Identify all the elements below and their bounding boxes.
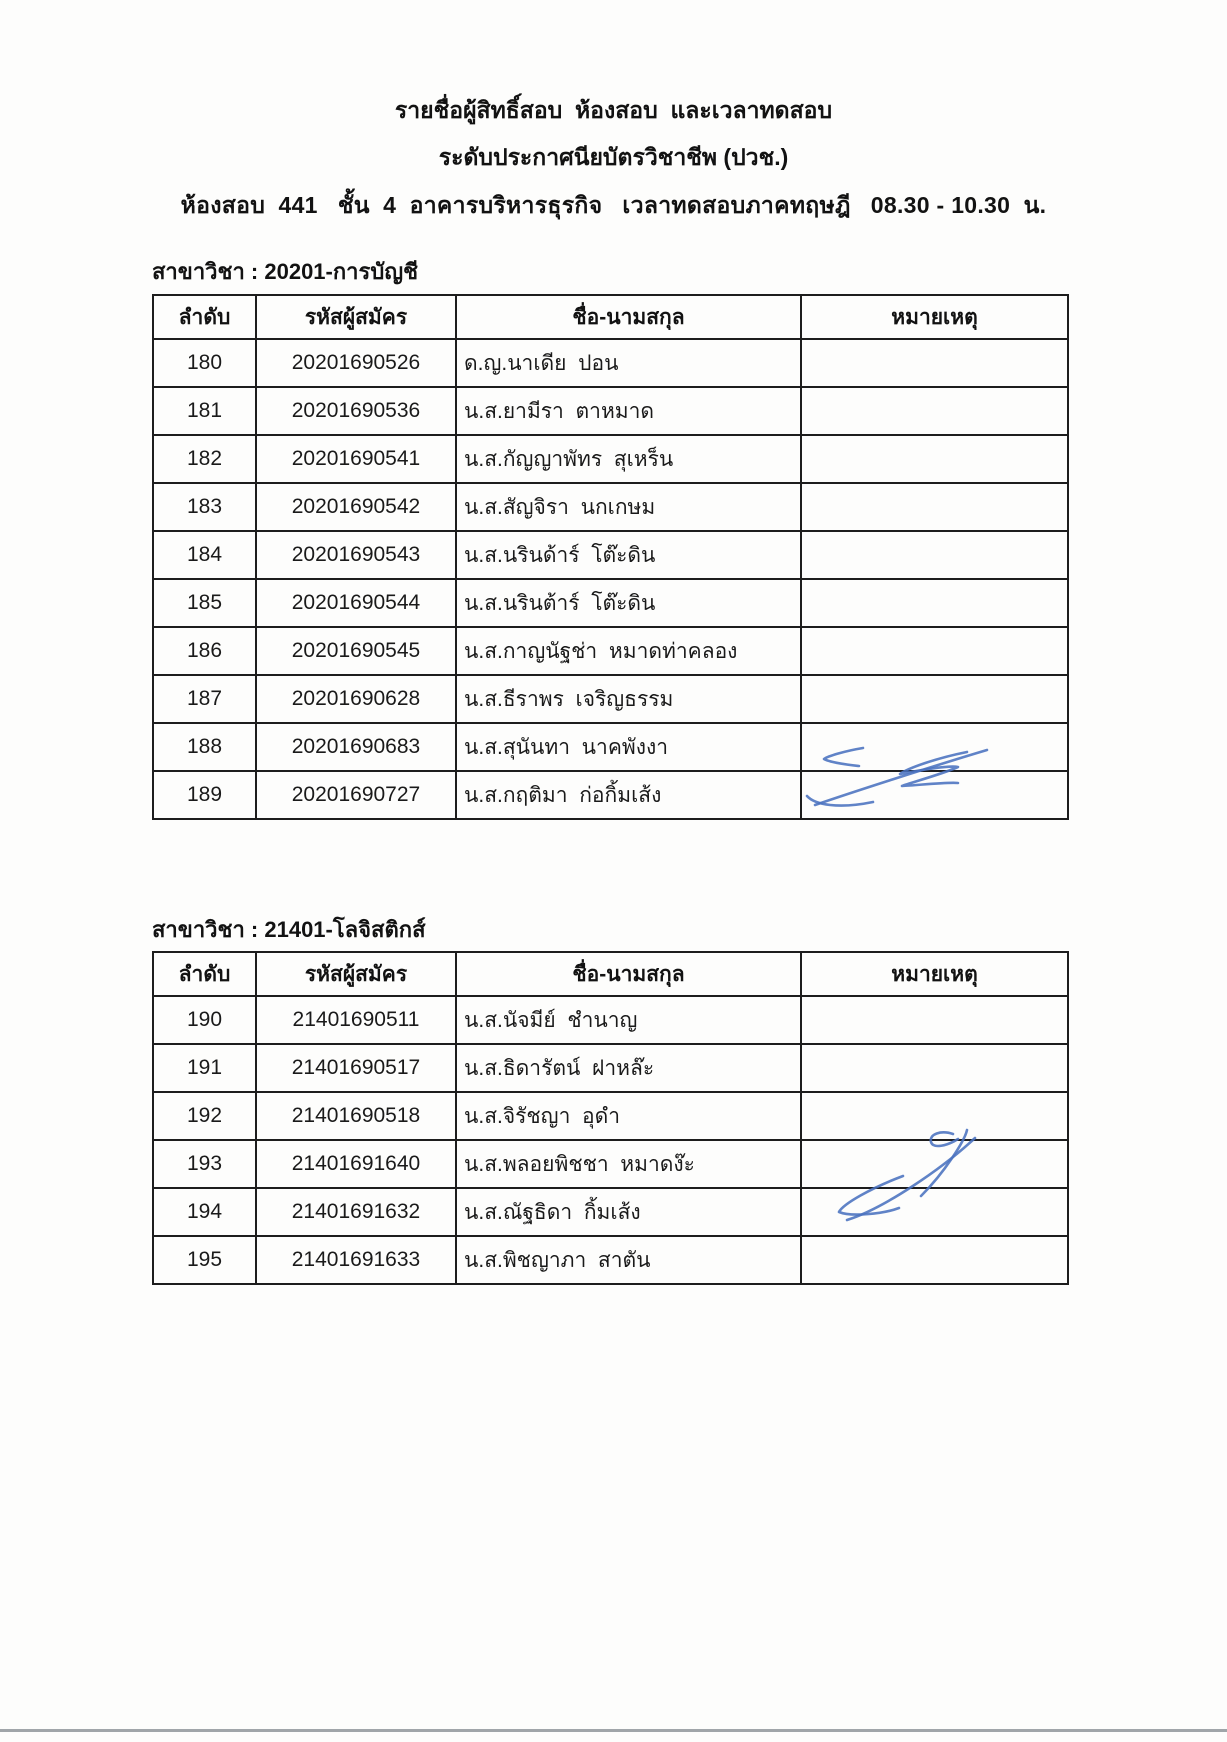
cell-name: น.ส.นัจมีย์ ชำนาญ [456,996,801,1044]
cell-remark [801,996,1068,1044]
section-title-logistics: สาขาวิชา : 21401-โลจิสติกส์ [152,917,426,942]
cell-name: น.ส.นรินต้าร์ โต๊ะดิน [456,579,801,627]
cell-remark [801,387,1068,435]
col-header-applicant-code: รหัสผู้สมัคร [256,952,456,996]
cell-order: 183 [153,483,256,531]
table-row [153,387,1068,435]
cell-remark [801,483,1068,531]
cell-name: น.ส.นรินด้าร์ โต๊ะดิน [456,531,801,579]
cell-order: 187 [153,675,256,723]
table-row [153,996,1068,1044]
col-header-order: ลำดับ [153,952,256,996]
cell-applicant-code: 20201690545 [256,627,456,675]
cell-applicant-code: 20201690526 [256,339,456,387]
section-title-accounting: สาขาวิชา : 20201-การบัญชี [152,259,418,284]
cell-remark [801,435,1068,483]
table-row [153,1044,1068,1092]
exam-room-time-info: ห้องสอบ 441 ชั้น 4 อาคารบริหารธุรกิจ เวลาทดสอบภาคทฤษฎี 08.30 - 10.30 น. [180,192,1047,218]
table-row [153,1140,1068,1188]
col-header-remark: หมายเหตุ [801,952,1068,996]
cell-remark [801,1140,1068,1188]
cell-name: น.ส.สุนันทา นาคพังงา [456,723,801,771]
cell-order: 194 [153,1188,256,1236]
cell-name: น.ส.ธีราพร เจริญธรรม [456,675,801,723]
cell-order: 185 [153,579,256,627]
cell-name: น.ส.กฤติมา ก่อกิ้มเส้ง [456,771,801,819]
document-title: รายชื่อผู้สิทธิ์สอบ ห้องสอบ และเวลาทดสอบ [394,97,833,123]
cell-name: น.ส.จิรัชญา อุดำ [456,1092,801,1140]
cell-name: น.ส.กัญญาพัทร สุเหร็น [456,435,801,483]
table-row [153,1236,1068,1284]
table-row [153,1188,1068,1236]
cell-applicant-code: 20201690727 [256,771,456,819]
cell-applicant-code: 20201690536 [256,387,456,435]
cell-name: ด.ญ.นาเดีย ปอน [456,339,801,387]
cell-applicant-code: 21401690511 [256,996,456,1044]
col-header-order: ลำดับ [153,295,256,339]
cell-applicant-code: 21401690518 [256,1092,456,1140]
table-row [153,579,1068,627]
cell-remark [801,1188,1068,1236]
cell-remark [801,1044,1068,1092]
cell-name: น.ส.ยามีรา ตาหมาด [456,387,801,435]
cell-remark [801,1092,1068,1140]
cell-name: น.ส.ธิดารัตน์ ฝาหล๊ะ [456,1044,801,1092]
cell-remark [801,627,1068,675]
table-row [153,723,1068,771]
cell-remark [801,771,1068,819]
table-row [153,771,1068,819]
cell-remark [801,531,1068,579]
cell-name: น.ส.ณัฐธิดา กิ้มเส้ง [456,1188,801,1236]
col-header-name: ชื่อ-นามสกุล [456,295,801,339]
table-row [153,675,1068,723]
table-header-row [153,295,1068,339]
table-header-row [153,952,1068,996]
cell-applicant-code: 20201690541 [256,435,456,483]
cell-order: 188 [153,723,256,771]
cell-order: 189 [153,771,256,819]
cell-order: 184 [153,531,256,579]
cell-order: 190 [153,996,256,1044]
document-subtitle-level: ระดับประกาศนียบัตรวิชาชีพ (ปวช.) [438,144,789,170]
cell-applicant-code: 20201690544 [256,579,456,627]
cell-name: น.ส.พลอยพิชชา หมาดง๊ะ [456,1140,801,1188]
table-row [153,627,1068,675]
cell-remark [801,723,1068,771]
cell-remark [801,675,1068,723]
col-header-applicant-code: รหัสผู้สมัคร [256,295,456,339]
cell-applicant-code: 21401690517 [256,1044,456,1092]
scanner-edge-line [0,1729,1227,1732]
cell-order: 195 [153,1236,256,1284]
cell-order: 180 [153,339,256,387]
table-row [153,435,1068,483]
cell-order: 191 [153,1044,256,1092]
exam-roster-table-accounting [152,294,1069,820]
cell-order: 181 [153,387,256,435]
table-row [153,483,1068,531]
exam-roster-table-logistics [152,951,1069,1285]
cell-name: น.ส.พิชญาภา สาตัน [456,1236,801,1284]
cell-applicant-code: 20201690542 [256,483,456,531]
cell-remark [801,339,1068,387]
cell-remark [801,579,1068,627]
cell-applicant-code: 21401691632 [256,1188,456,1236]
table-row [153,339,1068,387]
col-header-name: ชื่อ-นามสกุล [456,952,801,996]
cell-applicant-code: 20201690628 [256,675,456,723]
cell-applicant-code: 20201690683 [256,723,456,771]
cell-order: 193 [153,1140,256,1188]
cell-name: น.ส.สัญจิรา นกเกษม [456,483,801,531]
cell-name: น.ส.กาญนัฐช่า หมาดท่าคลอง [456,627,801,675]
table-row [153,1092,1068,1140]
col-header-remark: หมายเหตุ [801,295,1068,339]
cell-order: 186 [153,627,256,675]
cell-order: 182 [153,435,256,483]
cell-applicant-code: 20201690543 [256,531,456,579]
cell-remark [801,1236,1068,1284]
cell-applicant-code: 21401691640 [256,1140,456,1188]
table-row [153,531,1068,579]
cell-order: 192 [153,1092,256,1140]
cell-applicant-code: 21401691633 [256,1236,456,1284]
